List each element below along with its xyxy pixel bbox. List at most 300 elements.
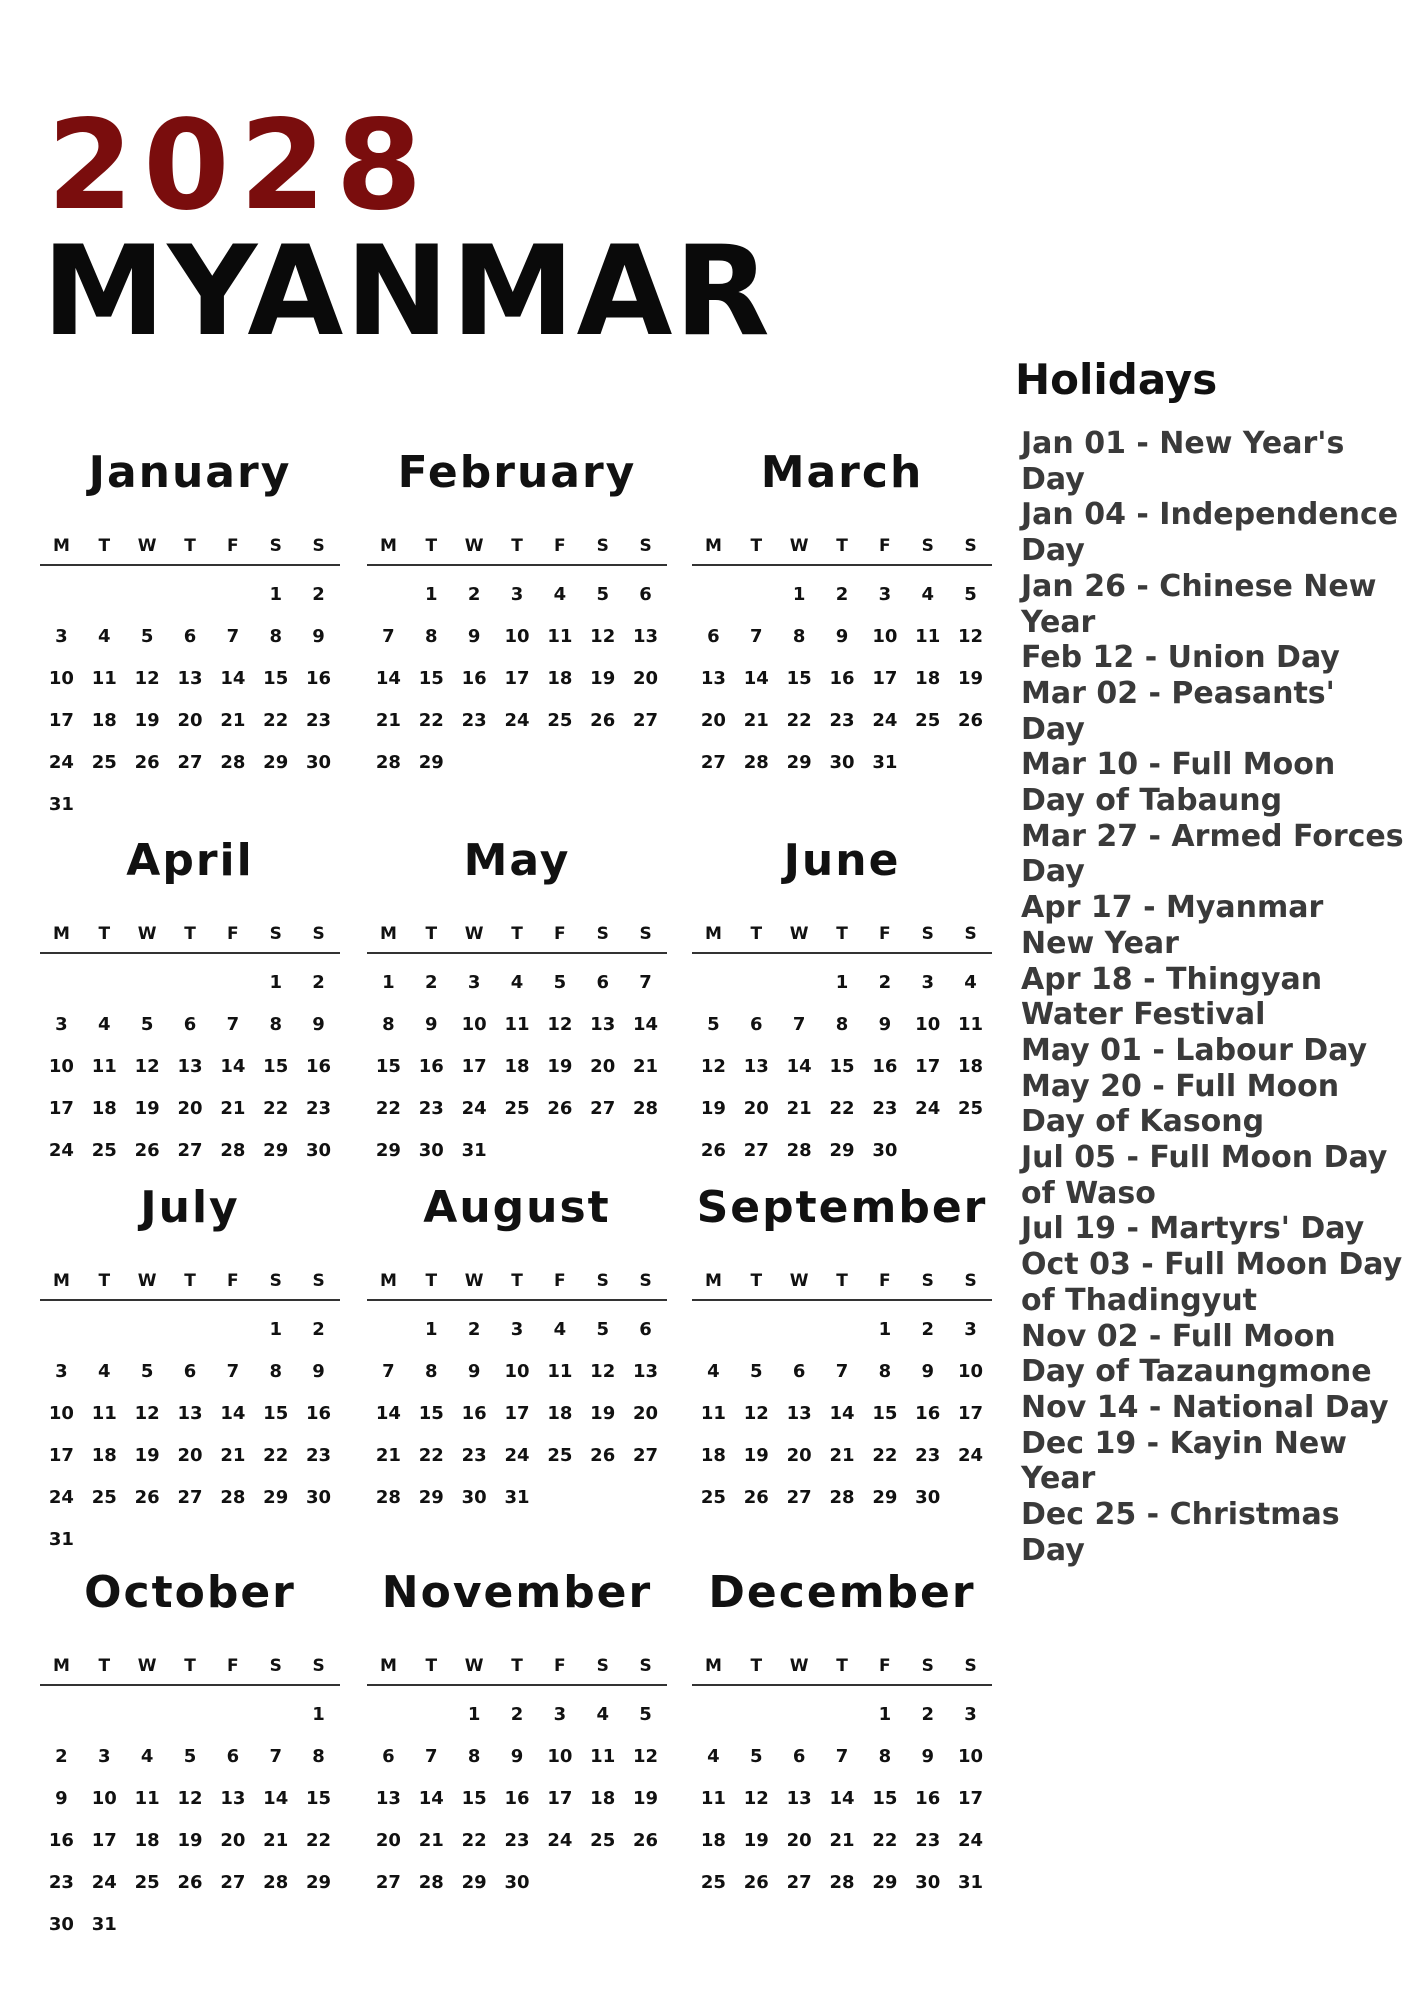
day-cell: 24 [48,752,74,773]
day-cell: 3 [921,972,934,993]
weekday-label: M [52,1271,70,1291]
day-cell: 12 [743,1788,769,1809]
weekday-label: T [98,1656,111,1676]
empty-cell [126,574,169,616]
day-cell: 11 [547,1361,573,1382]
day-cell: 21 [829,1830,855,1851]
weekday-label: S [964,536,977,556]
weekday-label: S [312,536,325,556]
day-cell: 7 [792,1014,806,1035]
day-cell: 16 [461,668,487,689]
day-cell: 2 [312,972,325,993]
day-cell: 2 [921,1704,934,1725]
day-cell: 28 [220,1487,246,1508]
holiday-item: Jan 26 - Chinese New Year [1021,568,1377,640]
day-cell: 25 [91,1140,117,1161]
day-cell: 22 [829,1098,855,1119]
day-cell: 24 [504,1445,530,1466]
day-cell: 8 [835,1014,849,1035]
day-cell: 1 [878,1704,892,1725]
day-cell: 29 [872,1487,898,1508]
weekday-label: M [704,1271,722,1291]
weekday-label: W [789,924,809,944]
day-cell: 16 [306,1403,332,1424]
day-cell: 9 [921,1361,934,1382]
holiday-list [1021,426,1405,1569]
day-cell: 12 [700,1056,726,1077]
day-cell: 12 [590,1361,616,1382]
day-cell: 7 [226,1014,240,1035]
weekday-header [692,1263,992,1301]
weekday-label: W [789,536,809,556]
day-cell: 7 [835,1746,849,1767]
day-cell: 28 [829,1872,855,1893]
day-cell: 1 [312,1704,325,1725]
day-cell: 30 [461,1487,487,1508]
day-cell: 27 [590,1098,616,1119]
day-cell: 19 [743,1830,769,1851]
day-cell: 29 [418,1487,444,1508]
day-cell: 16 [48,1830,74,1851]
day-grid [367,962,667,1172]
day-cell: 30 [915,1487,941,1508]
day-cell: 18 [134,1830,160,1851]
day-cell: 26 [134,1140,160,1161]
day-cell: 30 [418,1140,444,1161]
weekday-header [367,528,667,566]
weekday-label: S [639,536,652,556]
day-cell: 6 [596,972,609,993]
empty-cell [821,1694,864,1736]
day-cell: 23 [504,1830,530,1851]
day-cell: 18 [547,668,573,689]
day-cell: 5 [750,1361,763,1382]
day-cell: 12 [134,668,160,689]
weekday-label: S [596,1656,609,1676]
day-cell: 10 [504,1361,530,1382]
day-cell: 30 [306,752,332,773]
day-cell: 18 [91,710,117,731]
day-cell: 7 [382,626,395,647]
day-cell: 28 [829,1487,855,1508]
weekday-label: F [554,536,566,556]
day-cell: 11 [590,1746,616,1767]
day-cell: 11 [700,1788,726,1809]
day-cell: 17 [48,1445,74,1466]
day-cell: 22 [263,710,289,731]
holiday-item: Apr 18 - Thingyan Water Festival [1021,961,1323,1033]
weekday-label: S [312,1656,325,1676]
month-name: August [423,1181,611,1233]
day-cell: 28 [375,752,401,773]
empty-cell [169,1309,212,1351]
day-cell: 23 [829,710,855,731]
day-cell: 2 [312,1319,325,1340]
day-cell: 25 [590,1830,616,1851]
empty-cell [778,962,821,1004]
day-cell: 31 [872,752,898,773]
day-cell: 3 [467,972,481,993]
day-cell: 17 [504,668,530,689]
day-cell: 20 [177,1445,203,1466]
day-cell: 15 [829,1056,855,1077]
month-name: May [463,834,571,886]
weekday-header [40,1648,340,1686]
day-cell: 25 [134,1872,160,1893]
day-cell: 24 [958,1445,984,1466]
day-cell: 4 [553,1319,567,1340]
day-cell: 31 [461,1140,487,1161]
day-grid [692,962,992,1172]
weekday-label: S [921,924,934,944]
day-cell: 9 [467,1361,481,1382]
weekday-label: F [227,536,239,556]
day-cell: 5 [183,1746,197,1767]
weekday-label: T [425,924,438,944]
empty-cell [692,1309,735,1351]
day-cell: 19 [590,668,616,689]
day-cell: 26 [743,1872,769,1893]
day-cell: 22 [461,1830,487,1851]
day-cell: 8 [269,1361,282,1382]
weekday-label: S [964,1656,977,1676]
weekday-label: M [379,536,397,556]
day-cell: 23 [306,1098,332,1119]
day-cell: 22 [786,710,812,731]
day-cell: 23 [915,1830,941,1851]
day-cell: 27 [633,1445,659,1466]
day-cell: 3 [553,1704,567,1725]
month-october [40,1560,340,1946]
day-cell: 12 [177,1788,203,1809]
weekday-label: S [312,1271,325,1291]
weekday-header [40,916,340,954]
day-cell: 10 [915,1014,941,1035]
day-cell: 14 [375,668,401,689]
weekday-label: T [425,1656,438,1676]
day-cell: 27 [633,710,659,731]
day-cell: 25 [504,1098,530,1119]
day-cell: 5 [140,1361,154,1382]
weekday-label: F [227,1271,239,1291]
day-cell: 27 [375,1872,401,1893]
day-cell: 13 [375,1788,401,1809]
day-cell: 6 [639,584,652,605]
day-cell: 20 [590,1056,616,1077]
day-cell: 26 [134,752,160,773]
day-cell: 3 [964,1319,977,1340]
day-cell: 11 [91,1403,117,1424]
day-cell: 17 [547,1788,573,1809]
day-cell: 28 [220,752,246,773]
day-cell: 20 [633,668,659,689]
month-december [692,1560,992,1904]
day-cell: 27 [177,1140,203,1161]
day-cell: 25 [700,1872,726,1893]
day-cell: 5 [964,584,977,605]
day-cell: 13 [633,1361,659,1382]
day-cell: 16 [461,1403,487,1424]
day-cell: 17 [461,1056,487,1077]
day-cell: 10 [48,668,74,689]
day-cell: 22 [418,710,444,731]
empty-cell [83,1694,126,1736]
day-cell: 3 [510,1319,524,1340]
day-cell: 26 [547,1098,573,1119]
empty-cell [735,574,778,616]
day-cell: 5 [140,1014,154,1035]
day-cell: 8 [878,1746,892,1767]
weekday-label: S [596,536,609,556]
empty-cell [367,1694,410,1736]
day-cell: 23 [461,710,487,731]
day-cell: 25 [547,1445,573,1466]
empty-cell [169,1694,212,1736]
month-march [692,440,992,784]
day-cell: 27 [786,1872,812,1893]
weekday-label: W [464,924,484,944]
day-cell: 9 [312,1014,325,1035]
weekday-label: W [789,1656,809,1676]
day-cell: 6 [183,1014,197,1035]
weekday-label: F [879,924,891,944]
holidays-title: Holidays [1015,355,1218,404]
weekday-label: S [312,924,325,944]
day-cell: 2 [467,1319,481,1340]
day-cell: 30 [48,1914,74,1935]
day-cell: 1 [425,584,438,605]
day-cell: 14 [633,1014,659,1035]
day-cell: 13 [177,1403,203,1424]
day-cell: 19 [134,1098,160,1119]
holiday-item: Dec 19 - Kayin New Year [1021,1425,1347,1497]
empty-cell [83,574,126,616]
day-cell: 11 [915,626,941,647]
day-cell: 29 [786,752,812,773]
weekday-header [692,528,992,566]
day-cell: 13 [743,1056,769,1077]
day-cell: 4 [707,1361,720,1382]
month-may [367,828,667,1172]
day-cell: 10 [872,626,898,647]
weekday-header [367,916,667,954]
day-cell: 7 [269,1746,282,1767]
day-cell: 19 [547,1056,573,1077]
day-cell: 16 [418,1056,444,1077]
day-cell: 14 [375,1403,401,1424]
day-cell: 25 [915,710,941,731]
day-cell: 24 [461,1098,487,1119]
day-cell: 15 [306,1788,332,1809]
weekday-label: T [836,536,848,556]
day-grid [367,1694,667,1904]
day-cell: 29 [375,1140,401,1161]
day-grid [367,574,667,784]
day-cell: 29 [829,1140,855,1161]
day-cell: 5 [140,626,154,647]
weekday-label: S [964,1271,977,1291]
day-cell: 16 [306,668,332,689]
day-cell: 31 [504,1487,530,1508]
weekday-label: W [464,1271,484,1291]
day-cell: 15 [786,668,812,689]
day-grid [367,1309,667,1519]
day-cell: 26 [134,1487,160,1508]
weekday-label: W [137,536,157,556]
day-cell: 21 [633,1056,659,1077]
day-cell: 11 [547,626,573,647]
weekday-label: T [98,536,111,556]
empty-cell [211,1309,254,1351]
day-cell: 29 [872,1872,898,1893]
day-cell: 7 [226,1361,240,1382]
weekday-label: T [184,536,196,556]
day-cell: 11 [504,1014,530,1035]
day-cell: 10 [48,1056,74,1077]
weekday-label: T [750,1271,763,1291]
weekday-label: W [137,924,157,944]
day-cell: 27 [177,1487,203,1508]
empty-cell [169,574,212,616]
weekday-label: S [921,1656,934,1676]
day-cell: 14 [220,1056,246,1077]
day-cell: 3 [510,584,524,605]
holiday-item: Nov 14 - National Day [1021,1389,1389,1425]
day-cell: 3 [878,584,892,605]
day-cell: 26 [590,1445,616,1466]
day-cell: 4 [921,584,934,605]
day-cell: 21 [375,710,401,731]
holiday-item: Jul 19 - Martyrs' Day [1021,1211,1365,1247]
day-cell: 8 [382,1014,395,1035]
day-grid [692,1309,992,1519]
weekday-label: M [52,924,70,944]
day-cell: 28 [633,1098,659,1119]
day-cell: 31 [91,1914,117,1935]
month-september [692,1175,992,1519]
holiday-item: Jan 04 - Independence Day [1021,497,1399,569]
day-cell: 18 [91,1098,117,1119]
day-cell: 22 [263,1445,289,1466]
day-cell: 21 [418,1830,444,1851]
empty-cell [254,1694,297,1736]
empty-cell [40,1694,83,1736]
day-cell: 6 [183,1361,197,1382]
weekday-header [40,1263,340,1301]
day-cell: 17 [958,1788,984,1809]
day-cell: 1 [269,972,282,993]
day-cell: 28 [220,1140,246,1161]
day-cell: 20 [700,710,726,731]
empty-cell [83,1309,126,1351]
day-cell: 21 [743,710,769,731]
country-title: MYANMAR [42,220,772,364]
empty-cell [735,962,778,1004]
day-cell: 9 [921,1746,934,1767]
day-cell: 16 [504,1788,530,1809]
weekday-label: F [879,536,891,556]
day-cell: 15 [375,1056,401,1077]
day-cell: 5 [750,1746,763,1767]
day-cell: 9 [510,1746,524,1767]
day-cell: 6 [639,1319,652,1340]
day-cell: 24 [915,1098,941,1119]
day-cell: 1 [425,1319,438,1340]
day-cell: 29 [306,1872,332,1893]
day-cell: 16 [306,1056,332,1077]
day-cell: 21 [829,1445,855,1466]
day-cell: 1 [467,1704,481,1725]
day-cell: 3 [964,1704,977,1725]
day-cell: 27 [743,1140,769,1161]
day-cell: 27 [220,1872,246,1893]
day-cell: 23 [418,1098,444,1119]
day-cell: 13 [700,668,726,689]
weekday-label: W [137,1271,157,1291]
weekday-label: T [836,1271,848,1291]
day-cell: 4 [707,1746,720,1767]
day-cell: 4 [553,584,567,605]
day-cell: 3 [98,1746,111,1767]
day-cell: 21 [375,1445,401,1466]
day-cell: 8 [878,1361,892,1382]
day-grid [40,1309,340,1561]
day-cell: 15 [263,1056,289,1077]
weekday-label: F [227,924,239,944]
weekday-label: T [836,924,848,944]
day-cell: 18 [504,1056,530,1077]
day-cell: 12 [134,1056,160,1077]
day-cell: 23 [306,1445,332,1466]
day-cell: 29 [418,752,444,773]
empty-cell [692,1694,735,1736]
day-cell: 19 [958,668,984,689]
weekday-header [367,1263,667,1301]
day-cell: 2 [510,1704,524,1725]
day-cell: 30 [504,1872,530,1893]
day-cell: 20 [786,1445,812,1466]
weekday-label: F [554,924,566,944]
day-cell: 10 [91,1788,117,1809]
day-cell: 15 [418,668,444,689]
day-cell: 15 [461,1788,487,1809]
empty-cell [735,1694,778,1736]
holiday-item: Nov 02 - Full Moon Day of Tazaungmone [1021,1318,1372,1390]
holiday-item: May 01 - Labour Day [1021,1032,1368,1068]
weekday-label: T [511,924,523,944]
day-cell: 18 [590,1788,616,1809]
day-cell: 2 [467,584,481,605]
day-cell: 14 [263,1788,289,1809]
day-cell: 8 [269,1014,282,1035]
day-cell: 27 [786,1487,812,1508]
day-cell: 15 [418,1403,444,1424]
month-name: January [88,446,292,498]
empty-cell [211,574,254,616]
weekday-label: T [750,536,763,556]
day-cell: 20 [786,1830,812,1851]
day-cell: 25 [547,710,573,731]
day-cell: 16 [829,668,855,689]
day-cell: 6 [792,1361,806,1382]
holiday-item: Jan 01 - New Year's Day [1021,426,1345,497]
day-cell: 14 [418,1788,444,1809]
day-cell: 12 [743,1403,769,1424]
weekday-label: F [554,1656,566,1676]
day-cell: 20 [177,1098,203,1119]
day-cell: 22 [375,1098,401,1119]
weekday-label: S [921,536,934,556]
